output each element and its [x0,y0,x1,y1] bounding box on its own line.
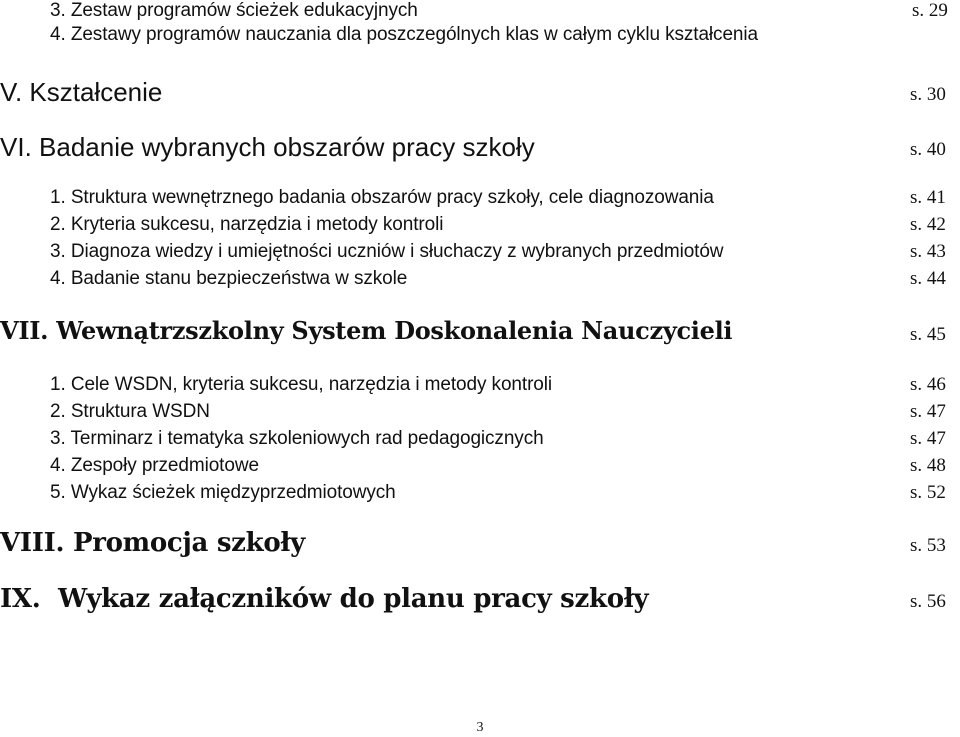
toc-entry-page: s. 44 [910,268,946,289]
toc-section-page: s. 45 [910,324,946,345]
toc-entry [0,213,960,243]
toc-entry [0,240,960,270]
toc-entry-label: 3. Diagnoza wiedzy i umiejętności uczniów i słuchaczy z wybranych przedmiotów [50,241,724,262]
toc-entry [0,481,960,511]
toc-entry-label: 4. Badanie stanu bezpieczeństwa w szkole [50,268,408,289]
toc-entry [0,400,960,430]
toc-entry-page: s. 42 [910,214,946,235]
toc-section-page: s. 30 [910,84,946,105]
toc-section [0,134,960,164]
toc-section [0,316,960,349]
toc-entry-label: 1. Cele WSDN, kryteria sukcesu, narzędzia i metody kontroli [50,374,553,395]
toc-section-label: VII. Wewnątrzszkolny System Doskonalenia Nauczycieli [0,316,733,345]
toc-entry-page: s. 29 [912,0,948,21]
toc-entry-label: 2. Kryteria sukcesu, narzędzia i metody kontroli [50,214,444,235]
toc-section-label: VI. Badanie wybranych obszarów pracy szkoły [0,132,535,162]
toc-section-label: IX. Wykaz załączników do planu pracy szkoły [0,584,649,614]
toc-entry [0,427,960,457]
toc-entry-page: s. 47 [910,428,946,449]
toc-section-page: s. 56 [910,591,946,612]
toc-section [0,586,960,616]
toc-entry-label: 3. Zestaw programów ścieżek edukacyjnych [50,0,418,21]
toc-entry-page: s. 46 [910,374,946,395]
toc-entry [0,373,960,403]
toc-section-label: V. Kształcenie [0,77,163,107]
page-number: 3 [476,720,484,735]
toc-section-label: VIII. Promocja szkoły [0,528,305,558]
toc-entry-label: 4. Zestawy programów nauczania dla poszczególnych klas w całym cyklu kształcenia [50,24,758,45]
toc-entry [0,454,960,484]
toc-section [0,79,960,109]
toc-section-page: s. 40 [910,139,946,160]
toc-entry-page: s. 41 [910,187,946,208]
toc-entry-label: 1. Struktura wewnętrznego badania obszarów pracy szkoły, cele diagnozowania [50,187,714,208]
toc-entry [0,24,960,54]
toc-entry [0,186,960,216]
toc-entry-page: s. 52 [910,482,946,503]
toc-entry-label: 5. Wykaz ścieżek międzyprzedmiotowych [50,482,396,503]
toc-entry-page: s. 47 [910,401,946,422]
toc-section [0,530,960,560]
toc-entry-label: 3. Terminarz i tematyka szkoleniowych rad pedagogicznych [50,428,544,449]
toc-entry [0,267,960,297]
toc-entry-label: 2. Struktura WSDN [50,401,210,422]
toc-entry-page: s. 48 [910,455,946,476]
toc-entry-label: 4. Zespoły przedmiotowe [50,455,259,476]
toc-entry-page: s. 43 [910,241,946,262]
toc-section-page: s. 53 [910,535,946,556]
